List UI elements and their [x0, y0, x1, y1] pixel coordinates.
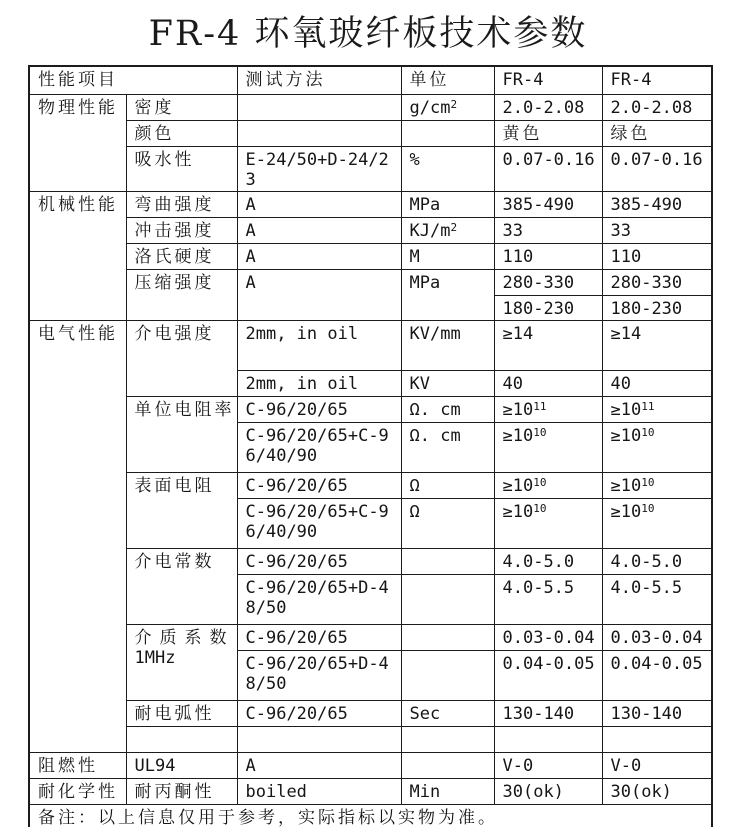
cell-volume-resistivity-unit-1: Ω. cm — [401, 396, 494, 422]
cell-arc-resistance-method: C-96/20/65 — [237, 700, 401, 726]
header-row — [29, 66, 712, 94]
cell-color-fr4-a: 黄色 — [494, 120, 602, 146]
spec-table — [28, 65, 713, 827]
cell-dissipation-factor-fr4-a1: 0.03-0.04 — [494, 624, 602, 650]
cell-impact-name: 冲击强度 — [126, 217, 237, 243]
cell-dielectric-strength-unit-1: KV/mm — [401, 320, 494, 370]
cell-volume-resistivity-unit-2: Ω. cm — [401, 422, 494, 472]
note-text: 备注：以上信息仅用于参考，实际指标以实物为准。 — [29, 804, 712, 827]
cell-compression-fr4-a2: 180-230 — [494, 295, 602, 320]
cell-volume-resistivity-fr4-a2: $\ge 10^{10}$ — [494, 422, 602, 472]
cell-impact-fr4-a: 33 — [494, 217, 602, 243]
cell-density-unit: $g/cm^2$ — [401, 94, 494, 120]
row-flame-retardancy — [29, 752, 712, 778]
cell-chemical-fr4-b: 30(ok) — [602, 778, 712, 804]
cell-arc-resistance-fr4-b: 130-140 — [602, 700, 712, 726]
cell-color-fr4-b: 绿色 — [602, 120, 712, 146]
superscript: 10 — [641, 475, 655, 489]
cell-density-method — [237, 94, 401, 120]
cell-dielectric-strength-fr4-b1: ≥14 — [602, 320, 712, 370]
cell-dielectric-constant-method-1: C-96/20/65 — [237, 548, 401, 574]
header-unit: 单位 — [401, 66, 494, 94]
cell-dielectric-constant-unit-2 — [401, 574, 494, 624]
header-fr4-a: FR-4 — [494, 66, 602, 94]
superscript: 11 — [533, 399, 547, 413]
row-impact-strength — [29, 217, 712, 243]
cell-water-unit: % — [401, 146, 494, 191]
cell-color-name: 颜色 — [126, 120, 237, 146]
cell-surface-resistance-unit-2: Ω — [401, 498, 494, 548]
cell-surface-resistance-fr4-a2: $\ge 10^{10}$ — [494, 498, 602, 548]
row-bending-strength — [29, 191, 712, 217]
cell-compression-fr4-a1: 280-330 — [494, 269, 602, 295]
cell-dissipation-factor-name: 介质系数 1MHz — [126, 624, 237, 700]
row-chemical-resistance — [29, 778, 712, 804]
cell-water-name: 吸水性 — [126, 146, 237, 191]
cell-surface-resistance-fr4-a1: $\ge 10^{10}$ — [494, 472, 602, 498]
row-water-absorption — [29, 146, 712, 191]
cell-empty — [494, 726, 602, 752]
row-dielectric-strength-1 — [29, 320, 712, 370]
cell-volume-resistivity-method-2: C-96/20/65+C-96/40/90 — [237, 422, 401, 472]
cell-chemical-fr4-a: 30(ok) — [494, 778, 602, 804]
cell-bending-name: 弯曲强度 — [126, 191, 237, 217]
cell-dissipation-factor-unit-1 — [401, 624, 494, 650]
header-property: 性能项目 — [29, 66, 237, 94]
row-dielectric-constant-1 — [29, 548, 712, 574]
cell-dissipation-factor-fr4-b1: 0.03-0.04 — [602, 624, 712, 650]
superscript: 2 — [450, 220, 458, 234]
header-fr4-b: FR-4 — [602, 66, 712, 94]
page-title: FR-4 环氧玻纤板技术参数 — [148, 14, 588, 54]
cell-empty — [126, 726, 237, 752]
superscript: 10 — [641, 425, 655, 439]
cell-compression-method: A — [237, 269, 401, 320]
cell-impact-fr4-b: 33 — [602, 217, 712, 243]
row-rockwell-hardness — [29, 243, 712, 269]
cell-color-method — [237, 120, 401, 146]
cell-arc-resistance-name: 耐电弧性 — [126, 700, 237, 726]
row-surface-resistance-1 — [29, 472, 712, 498]
cell-compression-fr4-b1: 280-330 — [602, 269, 712, 295]
cell-compression-unit: MPa — [401, 269, 494, 320]
cell-dielectric-constant-method-2: C-96/20/65+D-48/50 — [237, 574, 401, 624]
row-compression-1 — [29, 269, 712, 295]
cell-compression-name: 压缩强度 — [126, 269, 237, 320]
cell-flame-method: A — [237, 752, 401, 778]
cell-compression-fr4-b2: 180-230 — [602, 295, 712, 320]
cell-dielectric-constant-fr4-a2: 4.0-5.5 — [494, 574, 602, 624]
cell-dielectric-constant-name: 介电常数 — [126, 548, 237, 624]
cell-volume-resistivity-name: 单位电阻率 — [126, 396, 237, 472]
cell-dielectric-constant-fr4-b1: 4.0-5.0 — [602, 548, 712, 574]
cell-electrical-label: 电气性能 — [29, 320, 126, 752]
cell-water-method: E-24/50+D-24/23 — [237, 146, 401, 191]
cell-bending-fr4-b: 385-490 — [602, 191, 712, 217]
cell-dielectric-constant-fr4-b2: 4.0-5.5 — [602, 574, 712, 624]
cell-dissipation-factor-method-2: C-96/20/65+D-48/50 — [237, 650, 401, 700]
cell-empty — [237, 726, 401, 752]
cell-water-fr4-b: 0.07-0.16 — [602, 146, 712, 191]
superscript: 10 — [533, 475, 547, 489]
cell-density-name: 密度 — [126, 94, 237, 120]
cell-rockwell-name: 洛氏硬度 — [126, 243, 237, 269]
cell-water-fr4-a: 0.07-0.16 — [494, 146, 602, 191]
cell-empty — [401, 726, 494, 752]
cell-empty — [602, 726, 712, 752]
cell-chemical-name: 耐丙酮性 — [126, 778, 237, 804]
superscript: 11 — [641, 399, 655, 413]
cell-physical-label: 物理性能 — [29, 94, 126, 191]
cell-flame-unit — [401, 752, 494, 778]
cell-dissipation-factor-method-1: C-96/20/65 — [237, 624, 401, 650]
cell-mechanical-label: 机械性能 — [29, 191, 126, 320]
cell-impact-unit: $KJ/m^2$ — [401, 217, 494, 243]
cell-dielectric-strength-fr4-b2: 40 — [602, 370, 712, 396]
cell-flame-fr4-b: V-0 — [602, 752, 712, 778]
cell-chemical-label: 耐化学性 — [29, 778, 126, 804]
cell-chemical-method: boiled — [237, 778, 401, 804]
cell-rockwell-unit: M — [401, 243, 494, 269]
cell-surface-resistance-method-2: C-96/20/65+C-96/40/90 — [237, 498, 401, 548]
superscript: 10 — [641, 501, 655, 515]
cell-surface-resistance-fr4-b2: $\ge 10^{10}$ — [602, 498, 712, 548]
row-dissipation-factor-1 — [29, 624, 712, 650]
cell-bending-method: A — [237, 191, 401, 217]
cell-flame-fr4-a: V-0 — [494, 752, 602, 778]
cell-dissipation-factor-fr4-b2: 0.04-0.05 — [602, 650, 712, 700]
cell-dielectric-constant-unit-1 — [401, 548, 494, 574]
cell-rockwell-method: A — [237, 243, 401, 269]
row-density — [29, 94, 712, 120]
cell-flame-label: 阻燃性 — [29, 752, 126, 778]
cell-dielectric-strength-method-2: 2mm, in oil — [237, 370, 401, 396]
cell-chemical-unit: Min — [401, 778, 494, 804]
cell-density-fr4-a: 2.0-2.08 — [494, 94, 602, 120]
cell-surface-resistance-name: 表面电阻 — [126, 472, 237, 548]
cell-arc-resistance-fr4-a: 130-140 — [494, 700, 602, 726]
cell-dielectric-strength-fr4-a1: ≥14 — [494, 320, 602, 370]
cell-volume-resistivity-fr4-b2: $\ge 10^{10}$ — [602, 422, 712, 472]
cell-surface-resistance-unit-1: Ω — [401, 472, 494, 498]
cell-impact-method: A — [237, 217, 401, 243]
cell-bending-unit: MPa — [401, 191, 494, 217]
cell-arc-resistance-unit: Sec — [401, 700, 494, 726]
cell-volume-resistivity-fr4-b1: $\ge 10^{11}$ — [602, 396, 712, 422]
cell-dielectric-constant-fr4-a1: 4.0-5.0 — [494, 548, 602, 574]
row-volume-resistivity-1 — [29, 396, 712, 422]
cell-surface-resistance-method-1: C-96/20/65 — [237, 472, 401, 498]
cell-dielectric-strength-method-1: 2mm, in oil — [237, 320, 401, 370]
cell-surface-resistance-fr4-b1: $\ge 10^{10}$ — [602, 472, 712, 498]
cell-flame-name: UL94 — [126, 752, 237, 778]
row-note — [29, 804, 712, 827]
cell-dielectric-strength-name: 介电强度 — [126, 320, 237, 396]
cell-volume-resistivity-method-1: C-96/20/65 — [237, 396, 401, 422]
superscript: 10 — [533, 425, 547, 439]
cell-rockwell-fr4-a: 110 — [494, 243, 602, 269]
superscript: 10 — [533, 501, 547, 515]
header-method: 测试方法 — [237, 66, 401, 94]
cell-color-unit — [401, 120, 494, 146]
cell-volume-resistivity-fr4-a1: $\ge 10^{11}$ — [494, 396, 602, 422]
cell-density-fr4-b: 2.0-2.08 — [602, 94, 712, 120]
cell-bending-fr4-a: 385-490 — [494, 191, 602, 217]
row-color — [29, 120, 712, 146]
cell-dielectric-strength-fr4-a2: 40 — [494, 370, 602, 396]
cell-dissipation-factor-fr4-a2: 0.04-0.05 — [494, 650, 602, 700]
cell-dielectric-strength-unit-2: KV — [401, 370, 494, 396]
row-arc-resistance — [29, 700, 712, 726]
row-empty — [29, 726, 712, 752]
cell-dissipation-factor-unit-2 — [401, 650, 494, 700]
superscript: 2 — [450, 97, 458, 111]
cell-rockwell-fr4-b: 110 — [602, 243, 712, 269]
